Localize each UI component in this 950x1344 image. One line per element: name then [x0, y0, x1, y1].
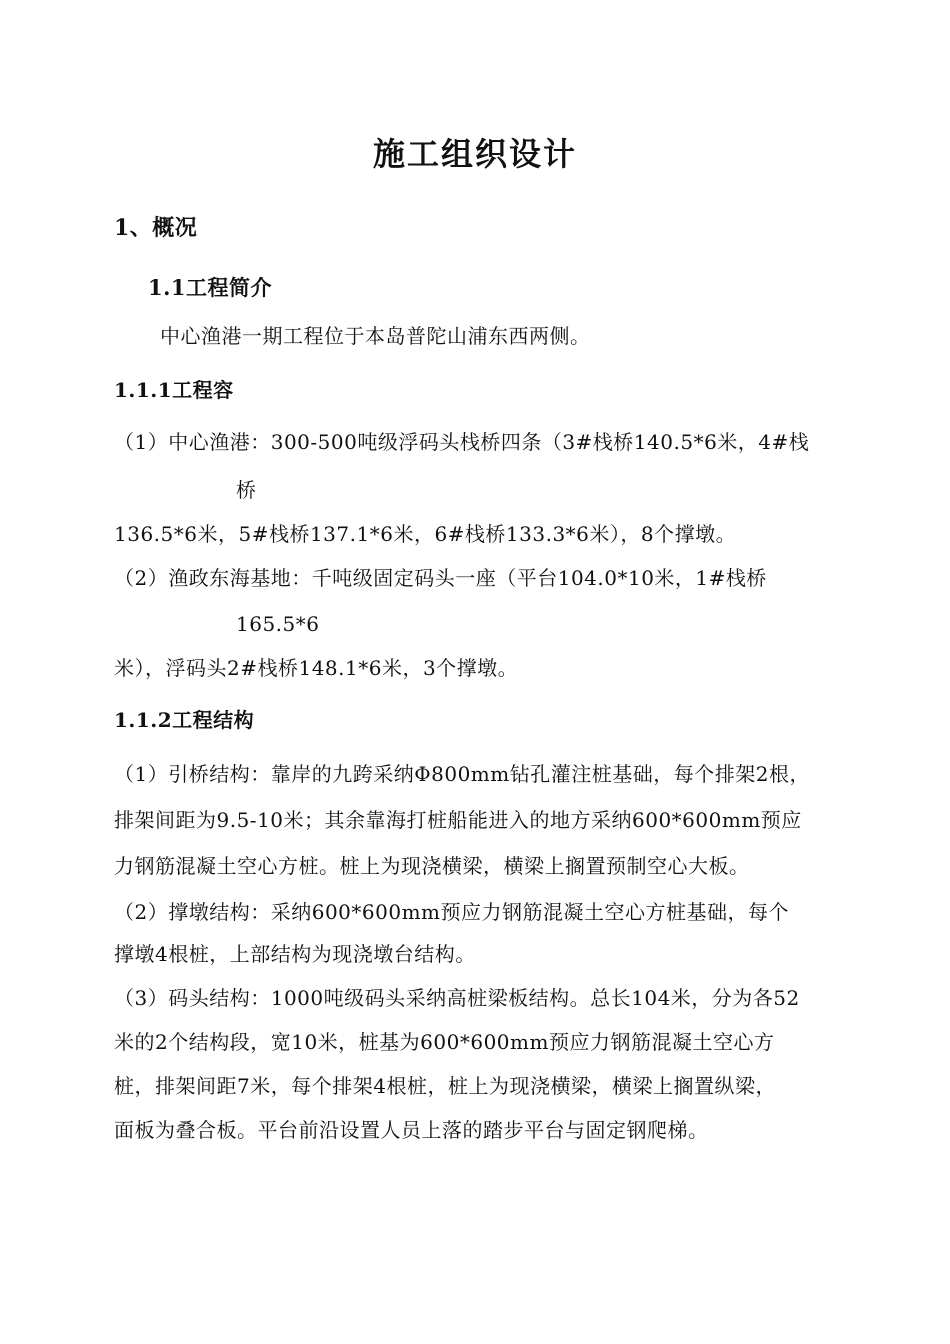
content-item1-line3: 136.5*6米，5#栈桥137.1*6米，6#栈桥133.3*6米），8个撑墩。 [114, 522, 737, 546]
heading-project-intro: 1.1工程简介 [148, 275, 273, 300]
structure-item1-line2: 排架间距为9.5-10米；其余靠海打桩船能进入的地方采纳600*600mm预应 [114, 808, 802, 832]
structure-item3-line4: 面板为叠合板。平台前沿设置人员上落的踏步平台与固定钢爬梯。 [114, 1118, 709, 1142]
content-item2-line2: 165.5*6 [236, 612, 320, 636]
heading-overview: 1、概况 [114, 215, 198, 241]
heading-project-structure: 1.1.2工程结构 [114, 708, 255, 732]
intro-paragraph: 中心渔港一期工程位于本岛普陀山浦东西两侧。 [160, 324, 591, 348]
structure-item1-line1: （1）引桥结构：靠岸的九跨采纳Φ800mm钻孔灌注桩基础，每个排架2根， [114, 762, 810, 786]
structure-item2-line2: 撑墩4根桩，上部结构为现浇墩台结构。 [114, 942, 476, 966]
content-item2-line1: （2）渔政东海基地：千吨级固定码头一座（平台104.0*10米，1#栈桥 [114, 566, 767, 590]
structure-item2-line1: （2）撑墩结构：采纳600*600mm预应力钢筋混凝土空心方桩基础，每个 [114, 900, 790, 924]
structure-item3-line1: （3）码头结构：1000吨级码头采纳高桩梁板结构。总长104米，分为各52 [114, 986, 800, 1010]
document-title: 施工组织设计 [372, 135, 577, 173]
structure-item1-line3: 力钢筋混凝土空心方桩。桩上为现浇横梁，横梁上搁置预制空心大板。 [114, 854, 750, 878]
content-item2-line3: 米），浮码头2#栈桥148.1*6米，3个撑墩。 [114, 656, 519, 680]
content-item1-line1: （1）中心渔港：300-500吨级浮码头栈桥四条（3#栈桥140.5*6米，4#栈 [114, 430, 810, 454]
content-item1-line2: 桥 [236, 478, 257, 502]
heading-project-content: 1.1.1工程容 [114, 378, 234, 402]
structure-item3-line2: 米的2个结构段，宽10米，桩基为600*600mm预应力钢筋混凝土空心方 [114, 1030, 775, 1054]
structure-item3-line3: 桩，排架间距7米，每个排架4根桩，桩上为现浇横梁，横梁上搁置纵梁， [114, 1074, 776, 1098]
